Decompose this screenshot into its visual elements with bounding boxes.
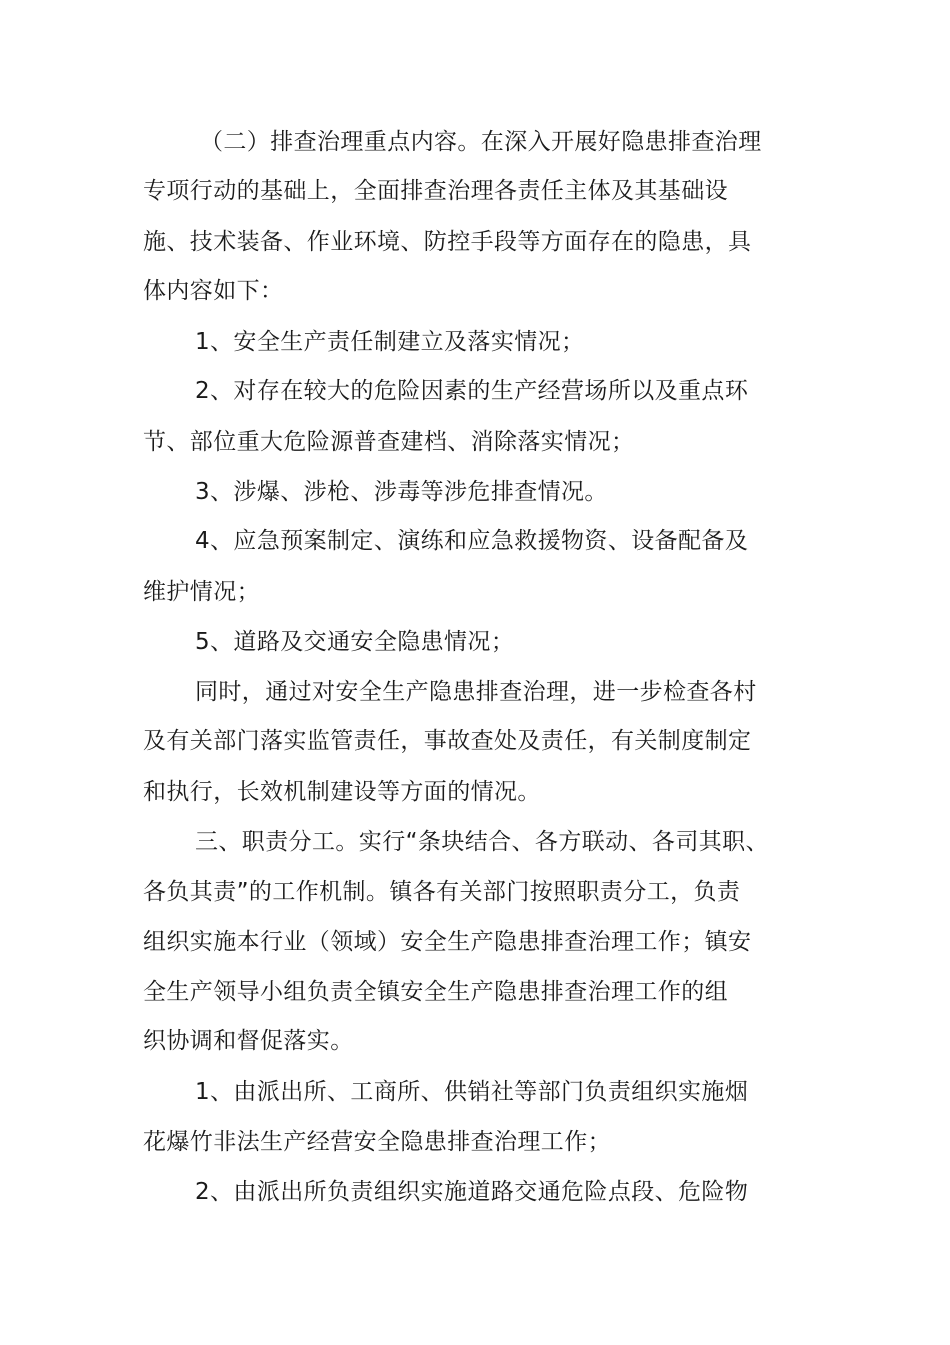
text-line: 织协调和督促落实。 <box>143 1028 354 1054</box>
text-line: 4、应急预案制定、演练和应急救援物资、设备配备及 <box>195 528 749 554</box>
text-line: 花爆竹非法生产经营安全隐患排查治理工作； <box>143 1129 611 1155</box>
text-line: 2、由派出所负责组织实施道路交通危险点段、危险物 <box>195 1179 749 1205</box>
text-line: 体内容如下： <box>143 278 284 304</box>
text-line: 及有关部门落实监管责任，事故查处及责任，有关制度制定 <box>143 728 752 754</box>
text-line: 各负其责”的工作机制。镇各有关部门按照职责分工，负责 <box>143 879 741 905</box>
text-line: 5、道路及交通安全隐患情况； <box>195 629 515 655</box>
text-line: 1、由派出所、工商所、供销社等部门负责组织实施烟 <box>195 1079 749 1105</box>
text-line: 节、部位重大危险源普查建档、消除落实情况； <box>143 429 635 455</box>
text-line: 2、对存在较大的危险因素的生产经营场所以及重点环 <box>195 378 749 404</box>
text-line: 三、职责分工。实行“条块结合、各方联动、各司其职、 <box>195 829 769 855</box>
text-line: 同时，通过对安全生产隐患排查治理，进一步检查各村 <box>195 679 757 705</box>
text-line: 和执行，长效机制建设等方面的情况。 <box>143 779 541 805</box>
text-line: 组织实施本行业（领域）安全生产隐患排查治理工作；镇安 <box>143 929 752 955</box>
text-line: 维护情况； <box>143 579 260 605</box>
text-line: 3、涉爆、涉枪、涉毒等涉危排查情况。 <box>195 479 608 505</box>
text-line: 全生产领导小组负责全镇安全生产隐患排查治理工作的组 <box>143 979 728 1005</box>
text-line: （二）排查治理重点内容。在深入开展好隐患排查治理 <box>200 129 762 155</box>
text-line: 1、安全生产责任制建立及落实情况； <box>195 329 585 355</box>
text-line: 专项行动的基础上，全面排查治理各责任主体及其基础设 <box>143 178 728 204</box>
text-line: 施、技术装备、作业环境、防控手段等方面存在的隐患，具 <box>143 229 752 255</box>
